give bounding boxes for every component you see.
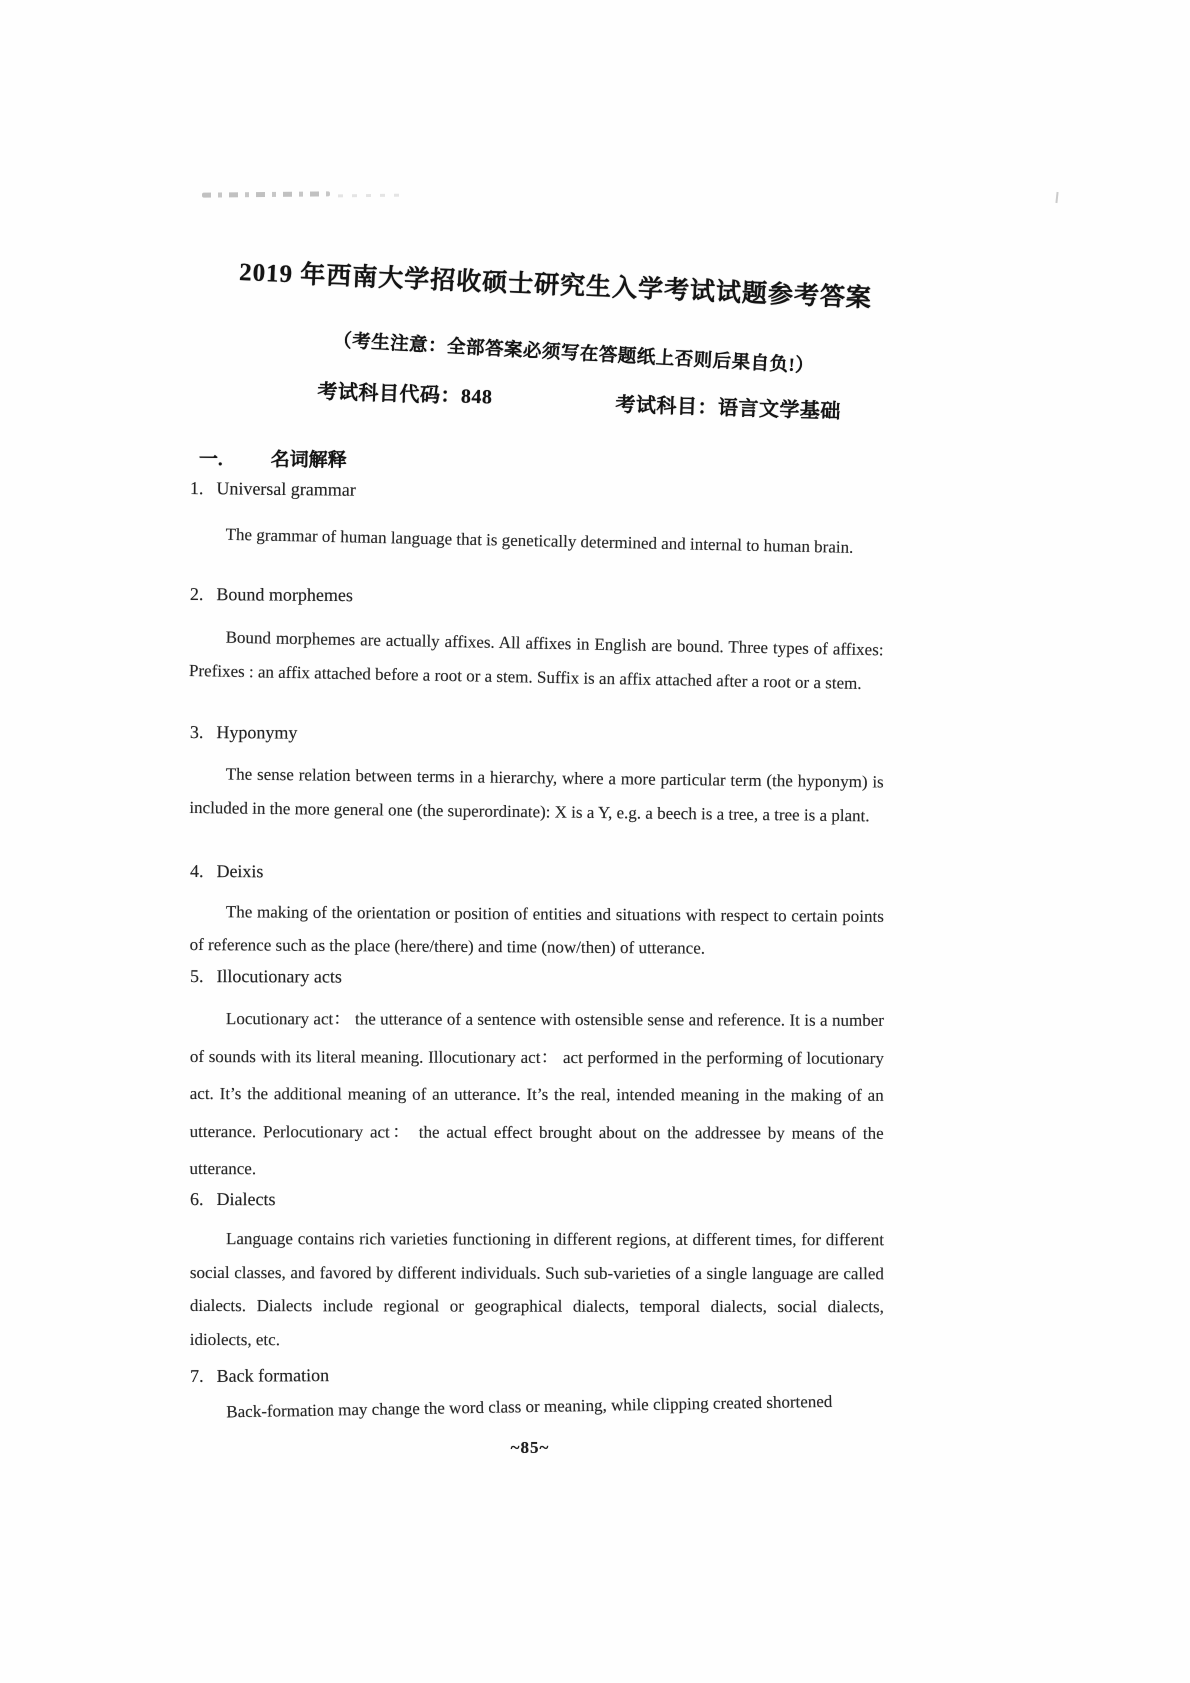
item-term: Deixis [216, 861, 264, 882]
glossary-item [190, 965, 884, 1188]
page-number: ~85~ [510, 1438, 550, 1457]
item-definition: Back-formation may change the word class or meaning, while clipping created shortened [226, 1391, 833, 1422]
section-heading [199, 444, 347, 472]
item-definition: The sense relation between terms in a hierarchy, where a more particular term (the hyponym) is included in the more general one (the superordinate): X is a Y, e.g. a beech is a tree, a tree is a plant. [189, 764, 884, 826]
subject-code-line: 考试科目代码：848 [317, 380, 493, 409]
glossary-term-line [190, 721, 884, 747]
item-term: Universal grammar [216, 478, 356, 500]
item-number: 4. [189, 861, 204, 882]
scan-artifact-dashes-faint [338, 194, 408, 198]
item-number: 2. [189, 584, 204, 605]
glossary-term-line [190, 583, 884, 610]
glossary-term-line [190, 860, 884, 884]
item-term: Dialects [216, 1189, 276, 1210]
glossary-term-line [190, 1360, 884, 1387]
glossary-term-line [190, 477, 884, 506]
item-number: 3. [189, 722, 204, 743]
item-definition: The grammar of human language that is genetically determined and internal to human brain. [225, 524, 854, 557]
item-term: Hyponymy [216, 722, 298, 743]
item-term: Illocutionary acts [216, 966, 342, 987]
item-term: Bound morphemes [216, 584, 353, 606]
item-definition: Bound morphemes are actually affixes. All affixes in English are bound. Three types of affixes: Prefixes : an affix attached before a root or a stem. Suffix is an affix attached after a root or a stem. [188, 627, 884, 693]
glossary-item [190, 1188, 884, 1356]
item-definition: Language contains rich varieties functioning in different regions, at different times, for different social classes, and favored by different individuals. Such sub-varieties of a single language are called dialects. Dialects include regional or geographical dialects, temporal dialects, social dialects, idiolects, etc. [189, 1229, 884, 1349]
glossary-item [190, 1365, 884, 1430]
section-title: 名词解释 [270, 449, 347, 472]
glossary-item [190, 860, 884, 961]
item-term: Back formation [216, 1365, 330, 1386]
item-number: 5. [189, 966, 204, 987]
item-number: 1. [189, 477, 204, 499]
candidate-notice: （考生注意：全部答案必须写在答题纸上否则后果自负!） [332, 330, 815, 378]
subject-name-line: 考试科目：语言文学基础 [615, 393, 842, 424]
item-definition: Locutionary act： the utterance of a sentence with ostensible sense and reference. It is a number of sounds with its literal meaning. Illocutionary act： act performed in the performing of locutionary act. It’s the additional meaning of an utterance. It’s the real, intended meaning in the making of an utterance. Perlocutionary act： the actual effect brought about on the addressee by means of the utterance. [189, 1009, 884, 1179]
scan-artifact-dashes [202, 191, 330, 197]
item-definition: The making of the orientation or position of entities and situations with respect to certain points of reference such as the place (here/there) and time (now/then) of utterance. [189, 902, 884, 958]
section-number: 一. [198, 448, 223, 471]
glossary-term-line [190, 1188, 884, 1211]
page-title: 2019 年西南大学招收硕士研究生入学考试试题参考答案 [238, 258, 873, 313]
scan-artifact-tick [1055, 192, 1058, 203]
glossary-item [190, 721, 884, 825]
glossary-item [189, 477, 884, 557]
glossary-term-line [190, 965, 884, 989]
glossary-item [188, 583, 884, 693]
item-number: 7. [190, 1365, 204, 1386]
item-number: 6. [189, 1189, 204, 1210]
